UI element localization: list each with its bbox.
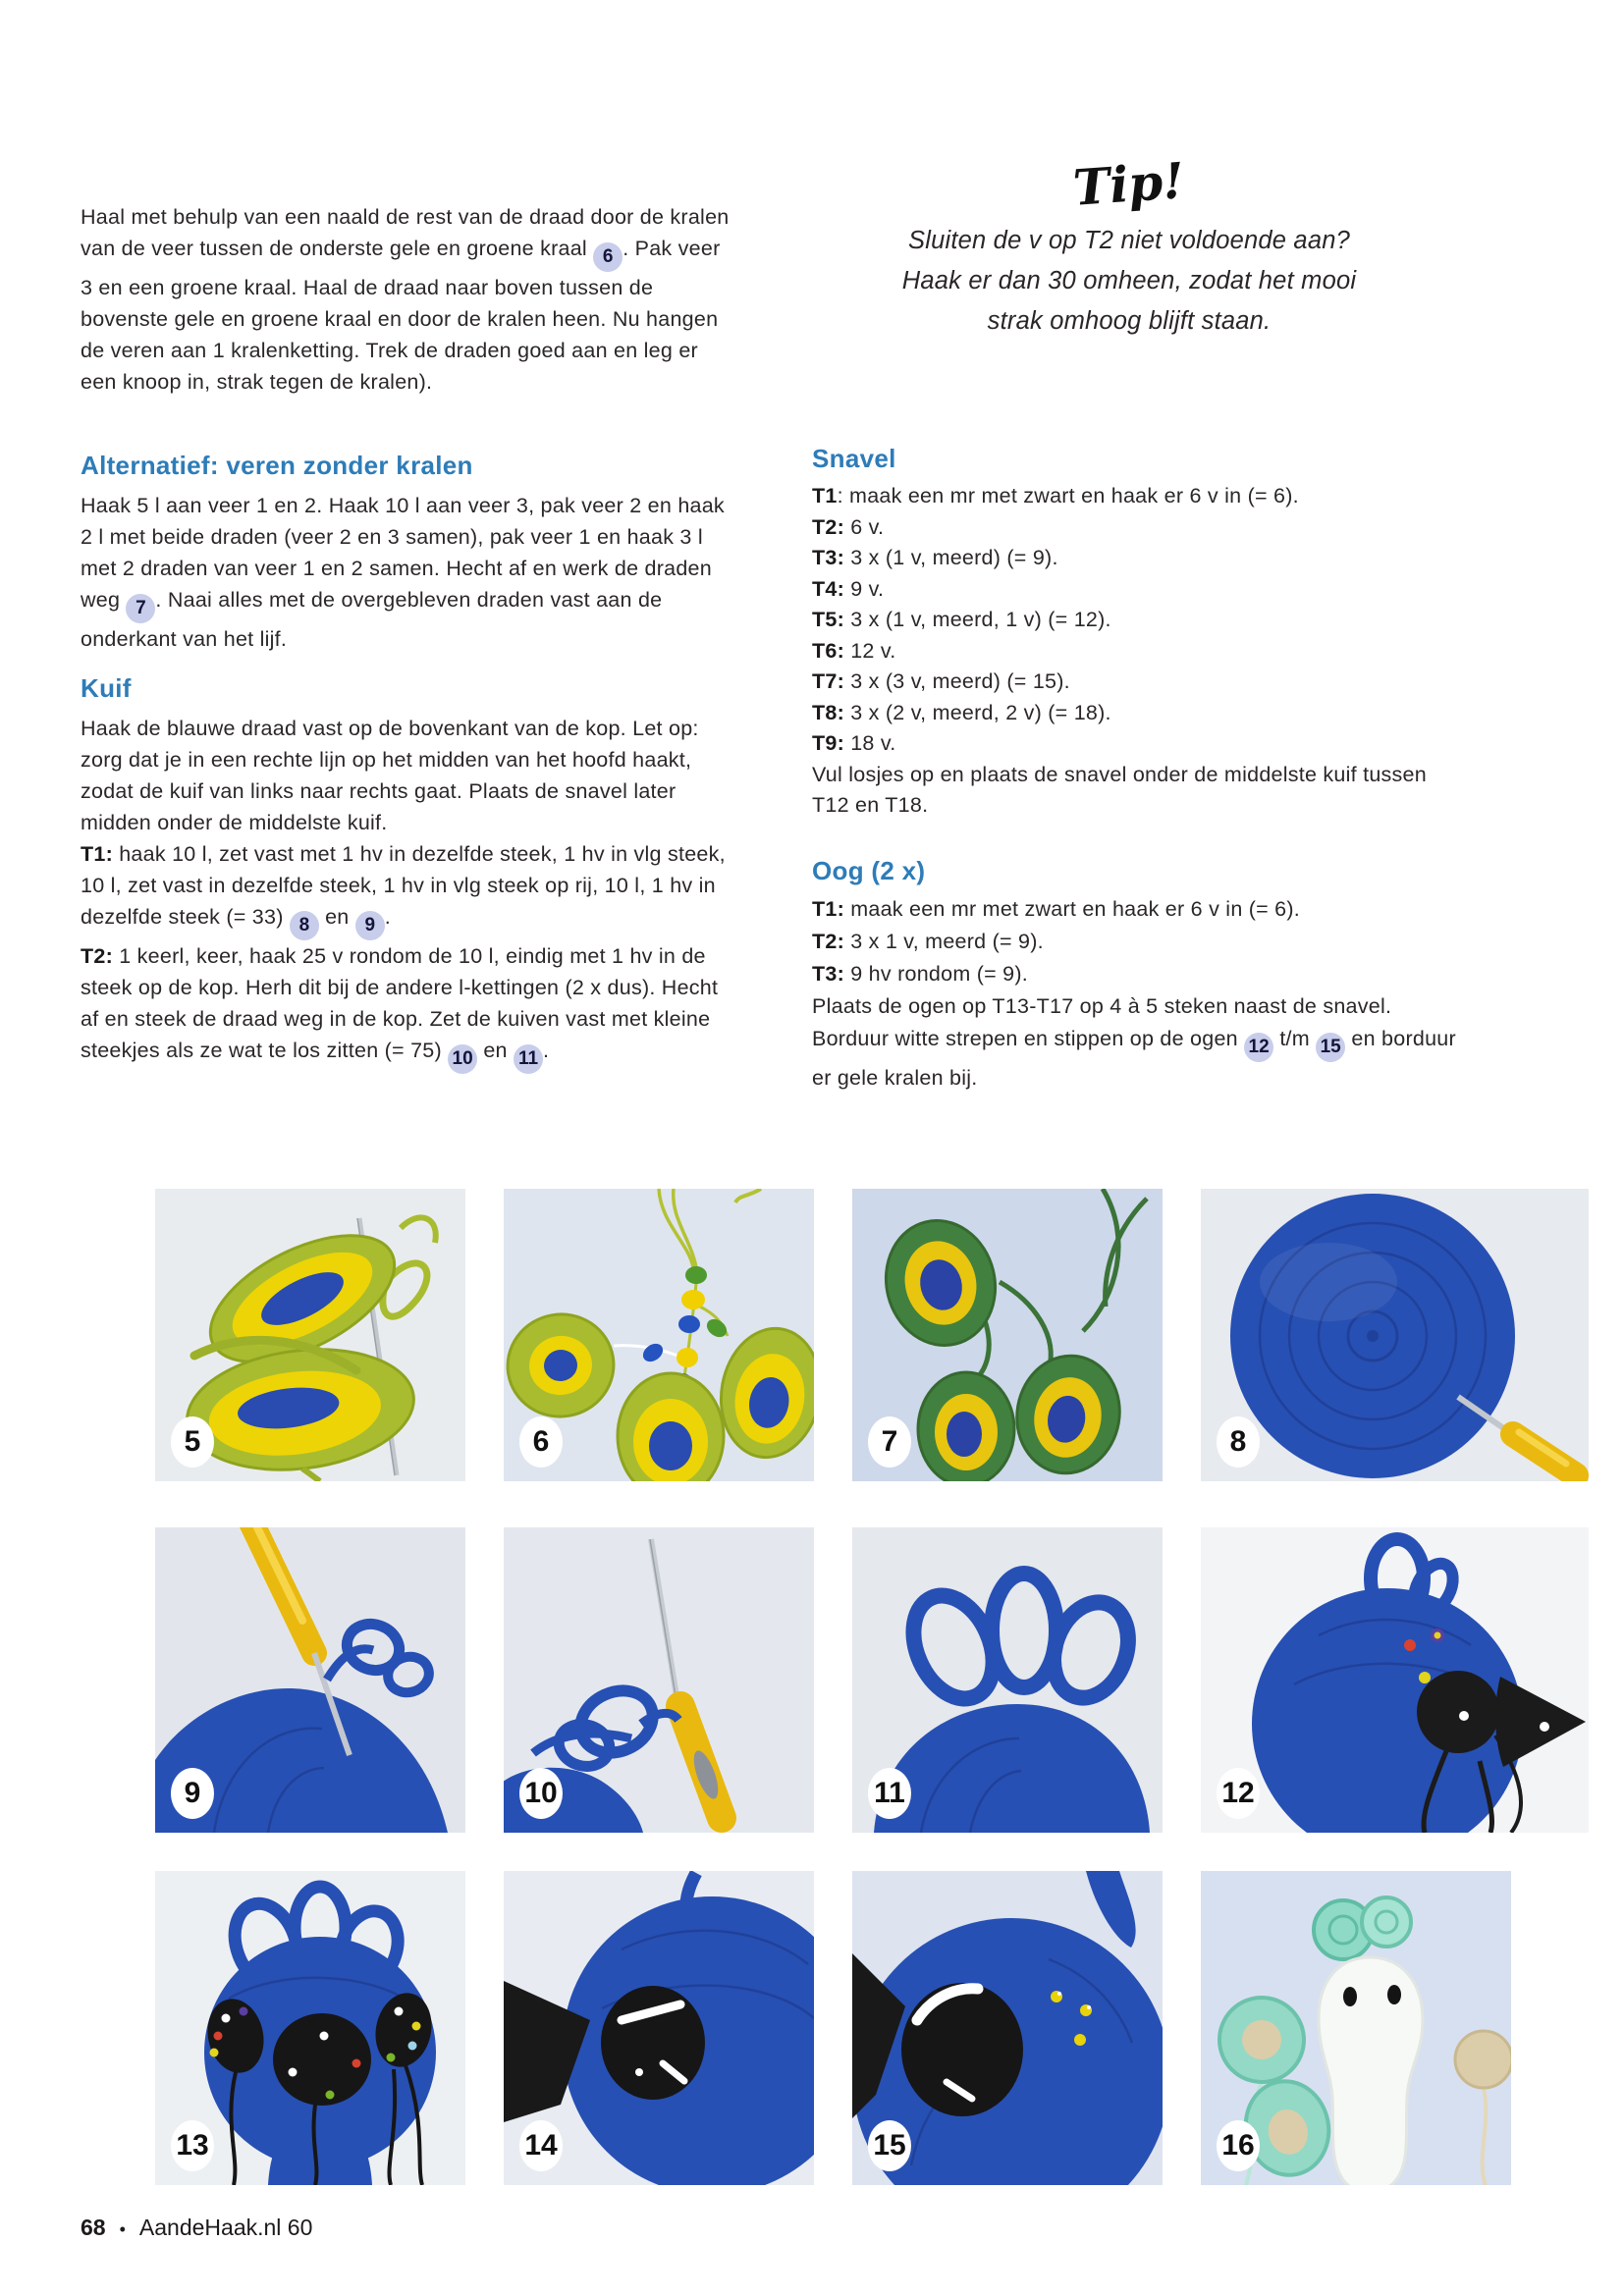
pattern-row bbox=[812, 728, 1450, 760]
photo-number-badge: 14 bbox=[519, 2120, 563, 2171]
pattern-row bbox=[812, 605, 1450, 636]
step-photo-feathers-hook bbox=[155, 1189, 465, 1481]
step-photo-crest-start bbox=[155, 1527, 465, 1833]
kuif-paragraph: Haak de blauwe draad vast op de bovenkant van de kop. Let op: zorg dat je in een rechte lijn op het midden van het hoofd haakt, zodat de kuif van links naar rechts gaat. Plaats de snavel later midden onder de middelste kuif. T1: haak 10 l, zet vast met 1 hv in dezelfde steek, 1 hv in vlg steek, 10 l, zet vast in dezelfde steek, 1 hv in vlg steek op rij, 10 l, 1 hv in dezelfde steek (= 33) 8 en 9 . T2: 1 keerl, keer, haak 25 v rondom de 10 l, eindig met 1 hv in de steek op de kop. Herh dit bij de andere l-kettingen (2 x dus). Hecht af en steek de draad weg in de kop. Zet de kuiven vast met kleine steekjes als ze wat te los zitten (= 75) 10 en 11 . bbox=[81, 713, 736, 1074]
intro-paragraph: Haal met behulp van een naald de rest van de draad door de kralen van de veer tussen de onderste gele en groene kraal 6 . Pak veer 3 en een groene kraal. Haal de draad naar boven tussen de bovenste gele en groene kraal en door de kralen heen. Nu hangen de veren aan 1 kralenketting. Trek de draden goed aan en leg er een knoop in, strak tegen de kralen). bbox=[81, 205, 730, 394]
step-photo-crest-finished bbox=[852, 1527, 1163, 1833]
photo-number-badge: 7 bbox=[868, 1416, 911, 1468]
photo-number-badge: 13 bbox=[171, 2120, 214, 2171]
photo-number-badge: 5 bbox=[171, 1416, 214, 1468]
step-ref-badge: 11 bbox=[514, 1044, 543, 1074]
footer-bullet: • bbox=[119, 2219, 126, 2239]
pattern-row bbox=[812, 543, 1450, 574]
row-label: T3: bbox=[812, 546, 844, 569]
section-heading-oog: Oog (2 x) bbox=[812, 856, 926, 885]
pattern-row bbox=[812, 574, 1450, 606]
pattern-row bbox=[812, 926, 1460, 958]
row-label: T2: bbox=[812, 514, 844, 539]
row-text: 18 v. bbox=[844, 731, 896, 755]
photo-number-badge: 10 bbox=[519, 1768, 563, 1819]
step-photo-white-variant bbox=[1201, 1871, 1511, 2185]
pattern-row bbox=[812, 481, 1450, 512]
row-text: 12 v. bbox=[844, 638, 896, 663]
row-label: T6: bbox=[812, 638, 844, 663]
step-photo-feathers-beads bbox=[504, 1189, 814, 1481]
photo-number-badge: 12 bbox=[1217, 1768, 1260, 1819]
photo-number-badge: 15 bbox=[868, 2120, 911, 2171]
row-label: T4: bbox=[812, 576, 844, 601]
step-ref-badge: 12 bbox=[1244, 1033, 1273, 1062]
tip-line: strak omhoog blijft staan. bbox=[987, 307, 1272, 335]
pattern-row bbox=[812, 698, 1450, 729]
photo-number-badge: 8 bbox=[1217, 1416, 1260, 1468]
step-photo-eye-embroidered bbox=[504, 1871, 814, 2185]
row-label: T2: bbox=[812, 930, 844, 953]
photo-number-badge: 16 bbox=[1217, 2120, 1260, 2171]
step-photo-beak-pinned bbox=[1201, 1527, 1589, 1833]
row-label: T5: bbox=[812, 608, 844, 631]
step-ref-badge: 9 bbox=[355, 911, 385, 940]
row-text: 3 x (2 v, meerd, 2 v) (= 18). bbox=[844, 700, 1111, 724]
footer-source: AandeHaak.nl 60 bbox=[138, 2215, 313, 2240]
step-ref-badge: 8 bbox=[290, 911, 319, 940]
row-text: 3 x (1 v, meerd, 1 v) (= 12). bbox=[844, 608, 1111, 631]
row-text: 9 v. bbox=[844, 576, 885, 601]
tip-line: Sluiten de v op T2 niet voldoende aan? bbox=[908, 227, 1350, 254]
row-label: T7: bbox=[812, 669, 844, 693]
row-text: 9 hv rondom (= 9). bbox=[844, 962, 1028, 986]
step-photo-green-feathers bbox=[852, 1189, 1163, 1481]
page-number: 68 bbox=[81, 2215, 106, 2240]
row-label: T8: bbox=[812, 700, 844, 724]
row-label: T1: bbox=[812, 897, 844, 921]
photo-number-badge: 11 bbox=[868, 1768, 911, 1819]
step-photo-blue-head-hook bbox=[1201, 1189, 1589, 1481]
photo-number-badge: 9 bbox=[171, 1768, 214, 1819]
pattern-row bbox=[812, 667, 1450, 698]
row-text: maak een mr met zwart en haak er 6 v in (= 6). bbox=[844, 897, 1301, 921]
oog-pattern-rows bbox=[812, 893, 1460, 1095]
section-heading-alternatief: Alternatief: veren zonder kralen bbox=[81, 451, 473, 480]
pattern-row bbox=[812, 893, 1460, 926]
section-heading-snavel: Snavel bbox=[812, 444, 896, 473]
step-ref-badge: 15 bbox=[1316, 1033, 1345, 1062]
tip-title: Tip! bbox=[1071, 151, 1187, 217]
step-photo-crest-loops-hook bbox=[504, 1527, 814, 1833]
row-text: 6 v. bbox=[844, 514, 885, 539]
section-heading-kuif: Kuif bbox=[81, 673, 132, 703]
pattern-row bbox=[812, 636, 1450, 667]
tip-line: Haak er dan 30 omheen, zodat het mooi bbox=[901, 267, 1357, 294]
page-footer bbox=[81, 2215, 312, 2241]
pattern-row bbox=[812, 512, 1450, 544]
row-label: T1: bbox=[81, 842, 113, 866]
oog-closing-paragraph: Plaats de ogen op T13-T17 op 4 à 5 steken naast de snavel. Borduur witte strepen en stippen op de ogen 12 t/m 15 en borduur er gele kralen bij. bbox=[812, 994, 1456, 1090]
row-label: T1 bbox=[812, 484, 838, 507]
step-ref-badge: 10 bbox=[448, 1044, 477, 1074]
row-text: : maak een mr met zwart en haak er 6 v in (= 6). bbox=[837, 484, 1299, 507]
pattern-row bbox=[812, 958, 1460, 990]
row-text: 3 x 1 v, meerd (= 9). bbox=[844, 930, 1044, 953]
row-label: T2: bbox=[81, 944, 113, 968]
row-text: 3 x (1 v, meerd) (= 9). bbox=[844, 546, 1058, 569]
step-photo-eyes-pinned-front bbox=[155, 1871, 465, 2185]
step-photo-eye-pins-side bbox=[852, 1871, 1163, 2185]
step-ref-badge: 7 bbox=[126, 594, 155, 623]
step-ref-badge: 6 bbox=[593, 242, 623, 272]
snavel-note: Vul losjes op en plaats de snavel onder de middelste kuif tussen T12 en T18. bbox=[812, 762, 1427, 817]
row-label: T3: bbox=[812, 962, 844, 986]
row-text: 3 x (3 v, meerd) (= 15). bbox=[844, 669, 1070, 693]
snavel-pattern-rows bbox=[812, 481, 1450, 822]
tip-box bbox=[815, 151, 1443, 342]
alternatief-paragraph: Haak 5 l aan veer 1 en 2. Haak 10 l aan veer 3, pak veer 2 en haak 2 l met beide draden (veer 2 en 3 samen), pak veer 1 en haak 3 l met 2 draden van veer 1 en 2 samen. Hecht af en werk de draden weg 7 . Naai alles met de overgebleven draden vast aan de onderkant van het lijf. bbox=[81, 494, 725, 651]
photo-number-badge: 6 bbox=[519, 1416, 563, 1468]
row-label: T9: bbox=[812, 731, 844, 755]
